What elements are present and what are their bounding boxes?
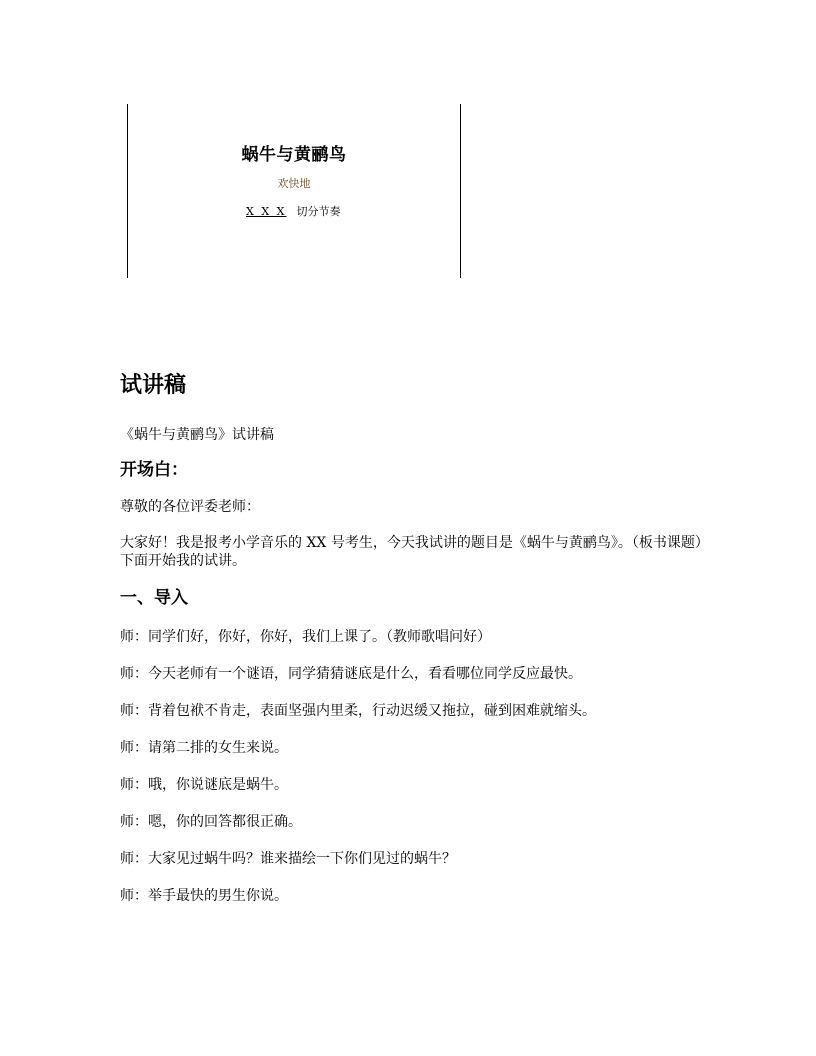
- dialogue-line: 师：同学们好，你好，你好，我们上课了。（教师歌唱问好）: [120, 629, 491, 645]
- dialogue-line: 师：背着包袱不肯走，表面坚强内里柔，行动迟缓又拖拉，碰到困难就缩头。: [120, 703, 596, 719]
- opening-heading: 开场白：: [120, 460, 188, 480]
- board-subtitle: 欢快地: [277, 177, 311, 190]
- lesson-title: 《蜗牛与黄鹂鸟》试讲稿: [120, 427, 274, 443]
- dialogue-line: 师：哦，你说谜底是蜗牛。: [120, 777, 288, 793]
- page-title: 试讲稿: [120, 373, 187, 398]
- dialogue-line: 师：请第二排的女生来说。: [120, 740, 288, 756]
- section-heading: 一、导入: [120, 588, 188, 608]
- board-title: 蜗牛与黄鹂鸟: [241, 145, 347, 165]
- board-rhythm: [246, 203, 341, 219]
- intro-paragraph: 大家好！我是报考小学音乐的 XX 号考生，今天我试讲的题目是《蜗牛与黄鹂鸟》。（板书课题）下面开始我的试讲。: [120, 535, 709, 569]
- dialogue-line: 师：嗯，你的回答都很正确。: [120, 814, 302, 830]
- dialogue-line: 师：大家见过蜗牛吗？谁来描绘一下你们见过的蜗牛？: [120, 851, 456, 867]
- rhythm-label: 切分节奏: [296, 205, 341, 218]
- document-body: [120, 368, 710, 905]
- greeting: 尊敬的各位评委老师：: [120, 499, 260, 515]
- rhythm-marks: X X X: [246, 205, 287, 218]
- dialogue-line: 师：今天老师有一个谜语，同学猜猜谜底是什么，看看哪位同学反应最快。: [120, 666, 582, 682]
- blackboard-sketch: [127, 104, 461, 278]
- dialogue-line: 师：举手最快的男生你说。: [120, 888, 288, 904]
